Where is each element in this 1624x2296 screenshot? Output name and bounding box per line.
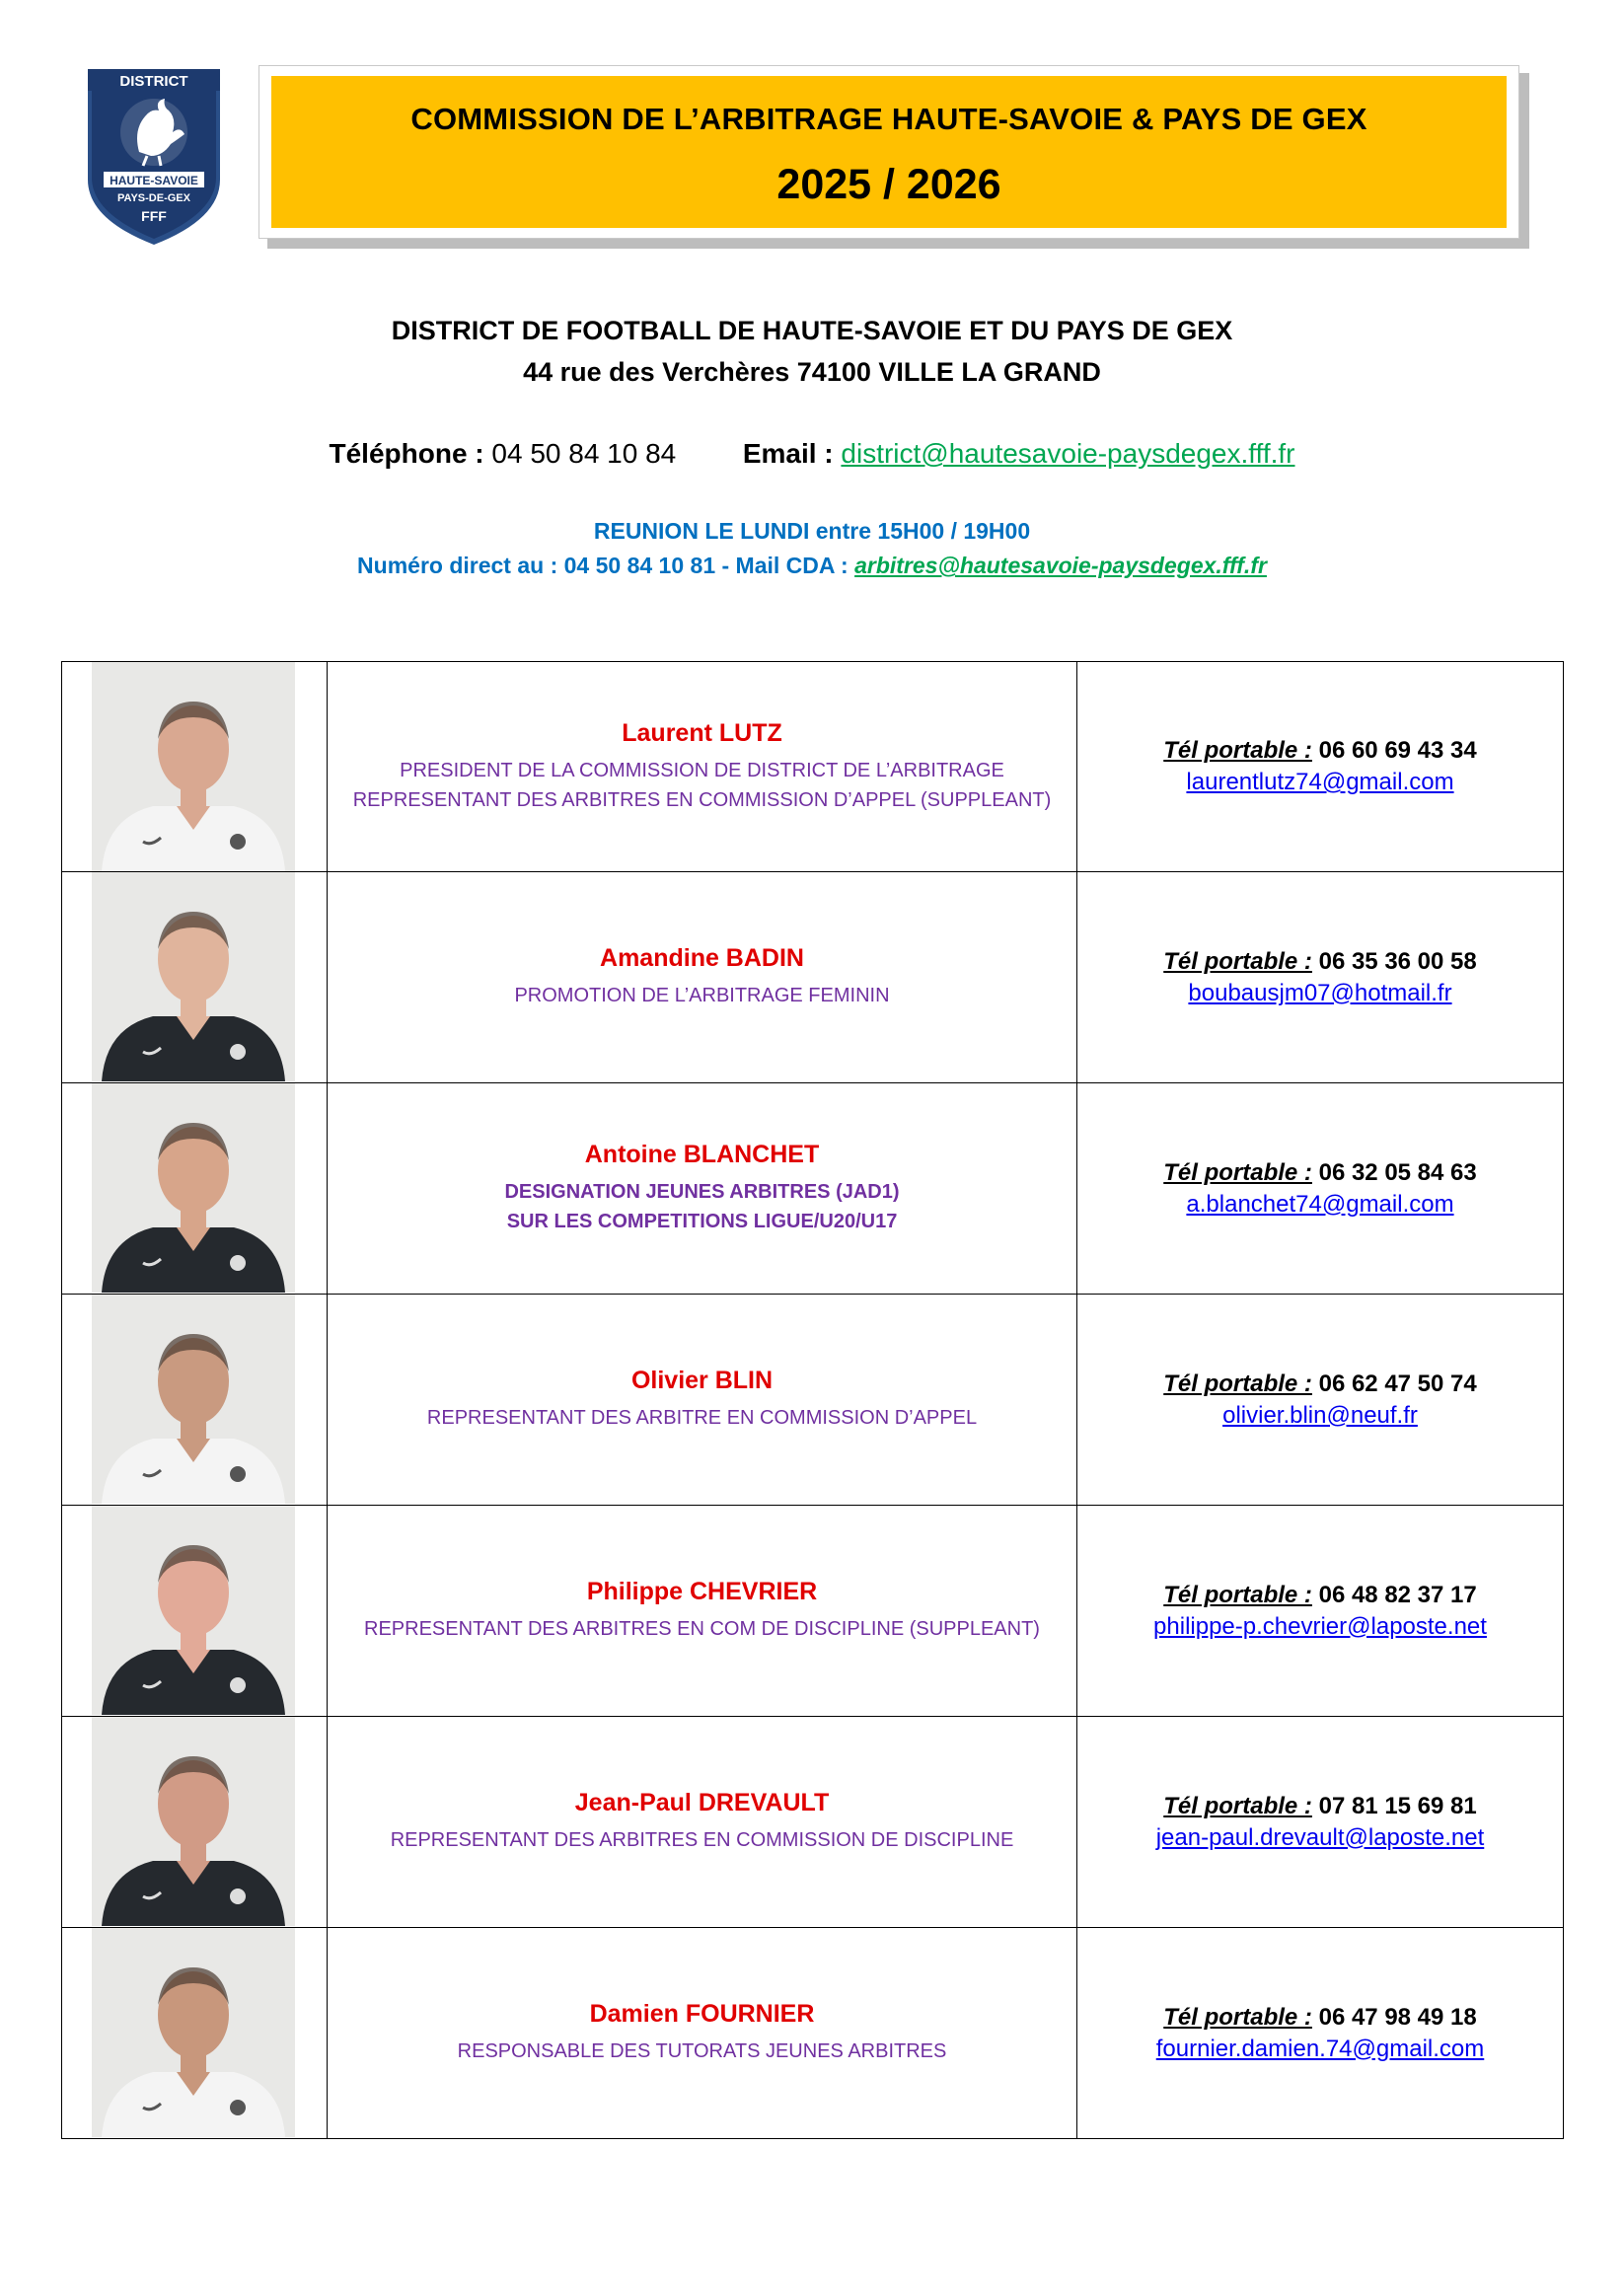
member-email-link[interactable]: a.blanchet74@gmail.com <box>1186 1190 1454 1218</box>
direct-line <box>0 553 1624 579</box>
tel-label: Tél portable : <box>1163 2003 1312 2031</box>
member-role: SUR LES COMPETITIONS LIGUE/U20/U17 <box>506 1211 898 1232</box>
cda-email-link[interactable]: arbitres@hautesavoie-paysdegex.fff.fr <box>854 553 1267 578</box>
page-title: COMMISSION DE L’ARBITRAGE HAUTE-SAVOIE & PAYS DE GEX <box>410 102 1367 136</box>
photo-cell <box>62 662 328 871</box>
member-name: Damien FOURNIER <box>589 2000 815 2028</box>
address-line1: DISTRICT DE FOOTBALL DE HAUTE-SAVOIE ET DU PAYS DE GEX <box>391 316 1233 345</box>
role-cell <box>328 1717 1077 1927</box>
member-role: RESPONSABLE DES TUTORATS JEUNES ARBITRES <box>457 2040 947 2062</box>
role-cell <box>328 662 1077 871</box>
photo-cell <box>62 1506 328 1716</box>
logo-line1: HAUTE-SAVOIE <box>110 174 198 187</box>
member-photo <box>92 1083 295 1293</box>
member-phone <box>1163 1582 1477 1609</box>
phone-number: 07 81 15 69 81 <box>1318 1792 1477 1819</box>
member-email-link[interactable]: fournier.damien.74@gmail.com <box>1155 2035 1485 2062</box>
member-photo <box>92 1506 295 1715</box>
member-email-link[interactable]: jean-paul.drevault@laposte.net <box>1155 1823 1485 1851</box>
member-name: Jean-Paul DREVAULT <box>574 1789 830 1816</box>
table-row <box>61 1083 1564 1295</box>
tel-label: Tél portable : <box>1163 1581 1312 1608</box>
tel-label: Tél portable : <box>1163 1158 1312 1186</box>
district-email-link[interactable]: district@hautesavoie-paysdegex.fff.fr <box>841 438 1295 469</box>
email-label: Email : <box>742 438 834 469</box>
rooster-icon <box>120 99 187 166</box>
member-role: REPRESENTANT DES ARBITRES EN COM DE DISCIPLINE (SUPPLEANT) <box>364 1618 1040 1640</box>
meeting-line: REUNION LE LUNDI entre 15H00 / 19H00 <box>593 518 1031 544</box>
contact-cell <box>1077 1928 1563 2138</box>
tel-label: Tél portable : <box>1163 1370 1312 1397</box>
member-phone <box>1163 948 1477 976</box>
logo-line2: PAYS-DE-GEX <box>117 192 190 204</box>
photo-cell <box>62 1717 328 1927</box>
photo-cell <box>62 1083 328 1294</box>
contact-cell <box>1077 1083 1563 1294</box>
direct-prefix: Numéro direct au : 04 50 84 10 81 - Mail CDA : <box>357 553 849 578</box>
member-name: Laurent LUTZ <box>622 718 782 747</box>
member-phone <box>1163 2004 1477 2032</box>
title-banner-fill <box>271 76 1507 228</box>
member-email-link[interactable]: laurentlutz74@gmail.com <box>1186 769 1454 795</box>
member-phone <box>1163 1370 1477 1398</box>
photo-cell <box>62 1928 328 2138</box>
phone-number: 06 47 98 49 18 <box>1318 2003 1477 2031</box>
member-name: Antoine BLANCHET <box>584 1141 820 1168</box>
table-row <box>61 872 1564 1083</box>
members-table <box>61 661 1564 2139</box>
contact-cell <box>1077 872 1563 1082</box>
season-year: 2025 / 2026 <box>776 161 1001 208</box>
member-photo <box>92 1928 295 2137</box>
phone-label: Téléphone : <box>329 438 484 469</box>
phone-value: 04 50 84 10 84 <box>491 438 677 469</box>
role-cell <box>328 1506 1077 1716</box>
table-row <box>61 1717 1564 1928</box>
address-line2: 44 rue des Verchères 74100 VILLE LA GRAND <box>523 357 1101 387</box>
table-row <box>61 661 1564 872</box>
phone-number: 06 32 05 84 63 <box>1318 1158 1477 1186</box>
contact-cell <box>1077 1506 1563 1716</box>
role-cell <box>328 872 1077 1082</box>
table-row <box>61 1928 1564 2139</box>
photo-cell <box>62 872 328 1082</box>
logo-top-text: DISTRICT <box>119 73 188 90</box>
member-photo <box>92 1717 295 1926</box>
phone-number: 06 62 47 50 74 <box>1318 1370 1477 1397</box>
member-role: PROMOTION DE L’ARBITRAGE FEMININ <box>514 985 890 1006</box>
tel-label: Tél portable : <box>1163 947 1312 975</box>
member-email-link[interactable]: boubausjm07@hotmail.fr <box>1188 979 1452 1006</box>
member-role: REPRESENTANT DES ARBITRES EN COMMISSION DE DISCIPLINE <box>390 1829 1014 1851</box>
phone-number: 06 60 69 43 34 <box>1318 737 1477 764</box>
contact-cell <box>1077 1717 1563 1927</box>
table-row <box>61 1506 1564 1717</box>
member-email-link[interactable]: olivier.blin@neuf.fr <box>1222 1401 1418 1429</box>
member-photo <box>92 662 295 871</box>
tel-label: Tél portable : <box>1163 737 1312 764</box>
contact-cell <box>1077 1295 1563 1505</box>
logo-line3: FFF <box>141 208 167 224</box>
tel-label: Tél portable : <box>1163 1792 1312 1819</box>
role-cell <box>328 1295 1077 1505</box>
table-row <box>61 1295 1564 1506</box>
member-phone <box>1163 737 1477 765</box>
member-role: REPRESENTANT DES ARBITRE EN COMMISSION D’APPEL <box>426 1407 978 1429</box>
member-name: Amandine BADIN <box>600 944 804 972</box>
phone-number: 06 35 36 00 58 <box>1318 947 1477 975</box>
member-role: REPRESENTANT DES ARBITRES EN COMMISSION D’APPEL (SUPPLEANT) <box>352 788 1052 811</box>
member-photo <box>92 872 295 1081</box>
member-name: Olivier BLIN <box>630 1367 774 1394</box>
contact-cell <box>1077 662 1563 871</box>
district-logo <box>82 61 226 249</box>
member-role: DESIGNATION JEUNES ARBITRES (JAD1) <box>504 1181 900 1203</box>
phone-number: 06 48 82 37 17 <box>1318 1581 1477 1608</box>
contact-line <box>0 438 1624 470</box>
member-role: PRESIDENT DE LA COMMISSION DE DISTRICT DE L’ARBITRAGE <box>400 759 1004 781</box>
role-cell <box>328 1928 1077 2138</box>
photo-cell <box>62 1295 328 1505</box>
role-cell <box>328 1083 1077 1294</box>
member-phone <box>1163 1159 1477 1187</box>
member-email-link[interactable]: philippe-p.chevrier@laposte.net <box>1153 1612 1487 1640</box>
member-name: Philippe CHEVRIER <box>586 1578 818 1605</box>
title-banner <box>258 65 1519 239</box>
member-photo <box>92 1295 295 1504</box>
member-phone <box>1163 1793 1477 1820</box>
